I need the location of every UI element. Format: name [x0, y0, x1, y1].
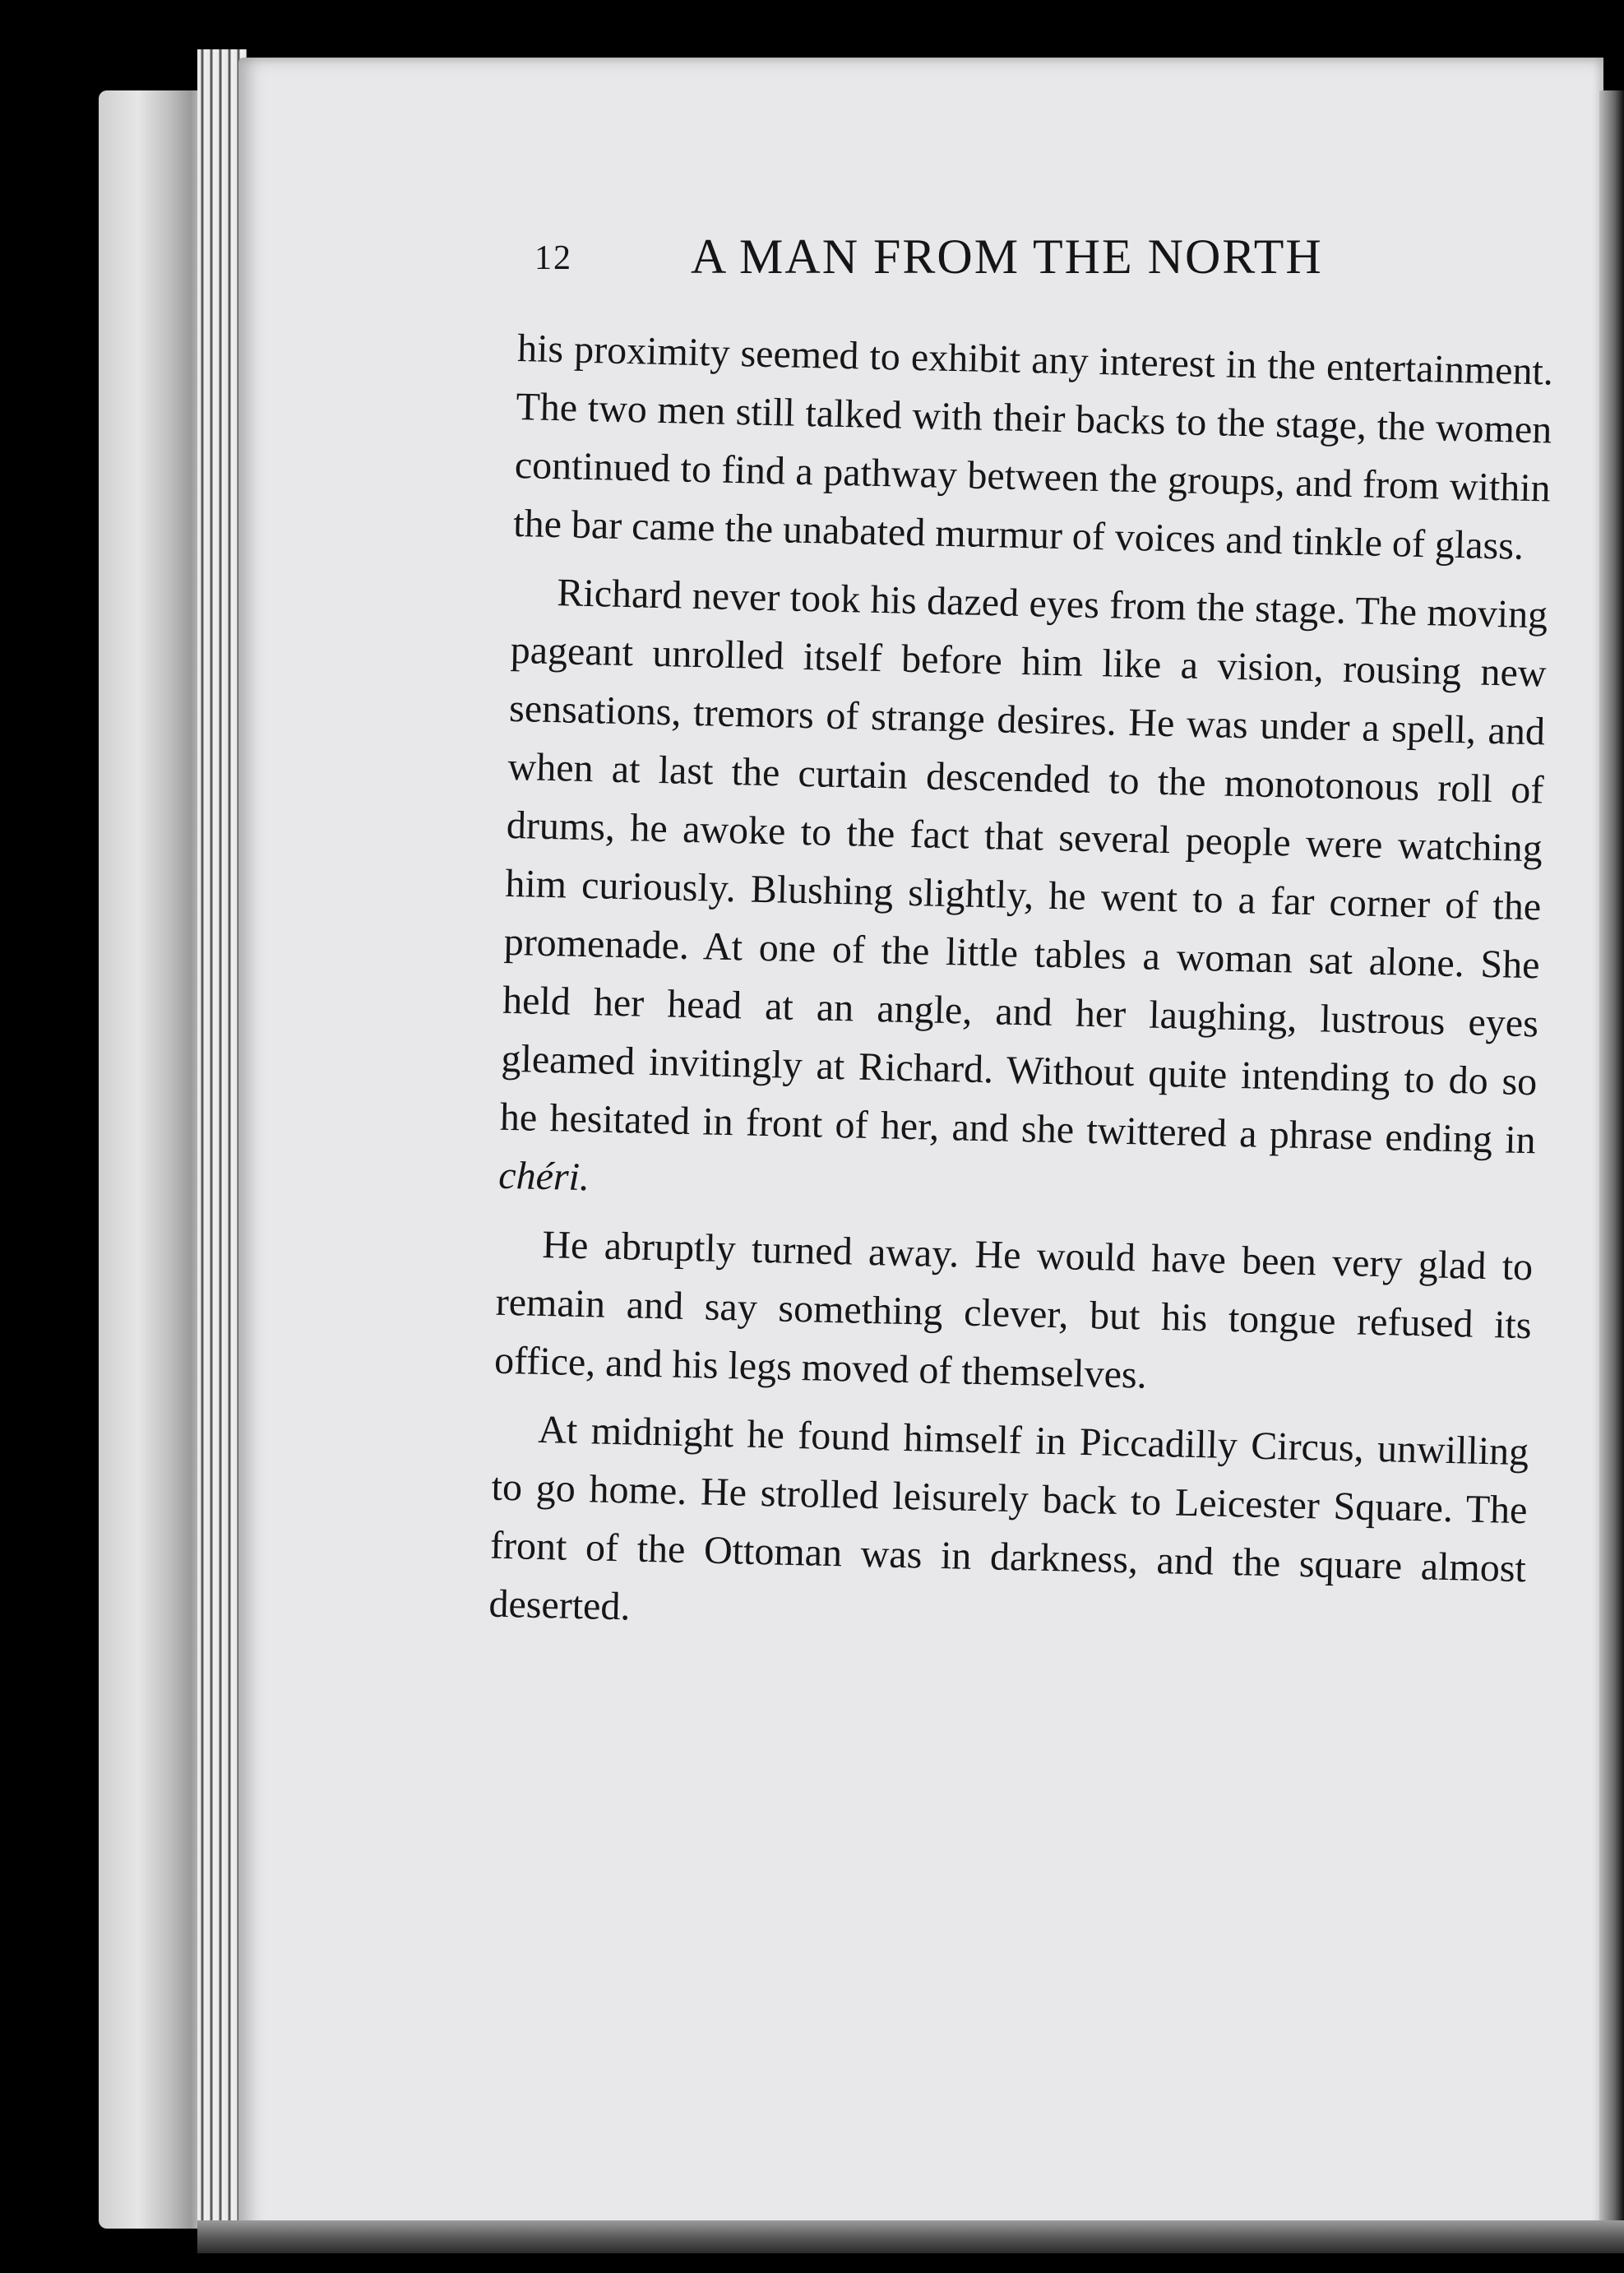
- page-right-edge: [1599, 90, 1624, 2245]
- paragraph-3: He abruptly turned away. He would have been very glad to remain and say something clever, but his tongue refused its office, and his legs moved of themselves.: [493, 1222, 1534, 1397]
- paragraph-4: At midnight he found himself in Piccadilly Circus, unwilling to go home. He strolled leisurely back to Leicester Square. The front of the Ottoman was in darkness, and the square almost deserted.: [488, 1407, 1529, 1629]
- paragraph-1: his proximity seemed to exhibit any interest in the entertainment. The two men still talked with their backs to the stage, the women continued to find a pathway between the groups, and from within the bar came the unabated murmur of voices and tinkle of glass.: [512, 326, 1554, 568]
- running-title: A MAN FROM THE NORTH: [691, 229, 1323, 284]
- paragraph-2-text: Richard never took his dazed eyes from the stage. The moving pageant unrolled itself before him like a vision, rousing new sensations, tremors of strange desires. He was under a spell, and when at last the curtain descended to the monotonous roll of drums, he awoke to the fact that several people were watching him curiously. Blushing slightly, he went to a far corner of the promenade. At one of the little tables a woman sat alone. She held her head at an angle, and her laughing, lustrous eyes gleamed invitingly at Richard. Without quite intending to do so he hesitated in front of her, and she twittered a phrase ending in: [499, 571, 1548, 1163]
- page-number: 12: [534, 239, 572, 277]
- italic-word: chéri.: [497, 1153, 590, 1200]
- page-header: [534, 229, 1406, 294]
- page-bottom-edge: [197, 2220, 1624, 2253]
- body-text: [488, 319, 1553, 1666]
- paragraph-2: [498, 562, 1548, 1228]
